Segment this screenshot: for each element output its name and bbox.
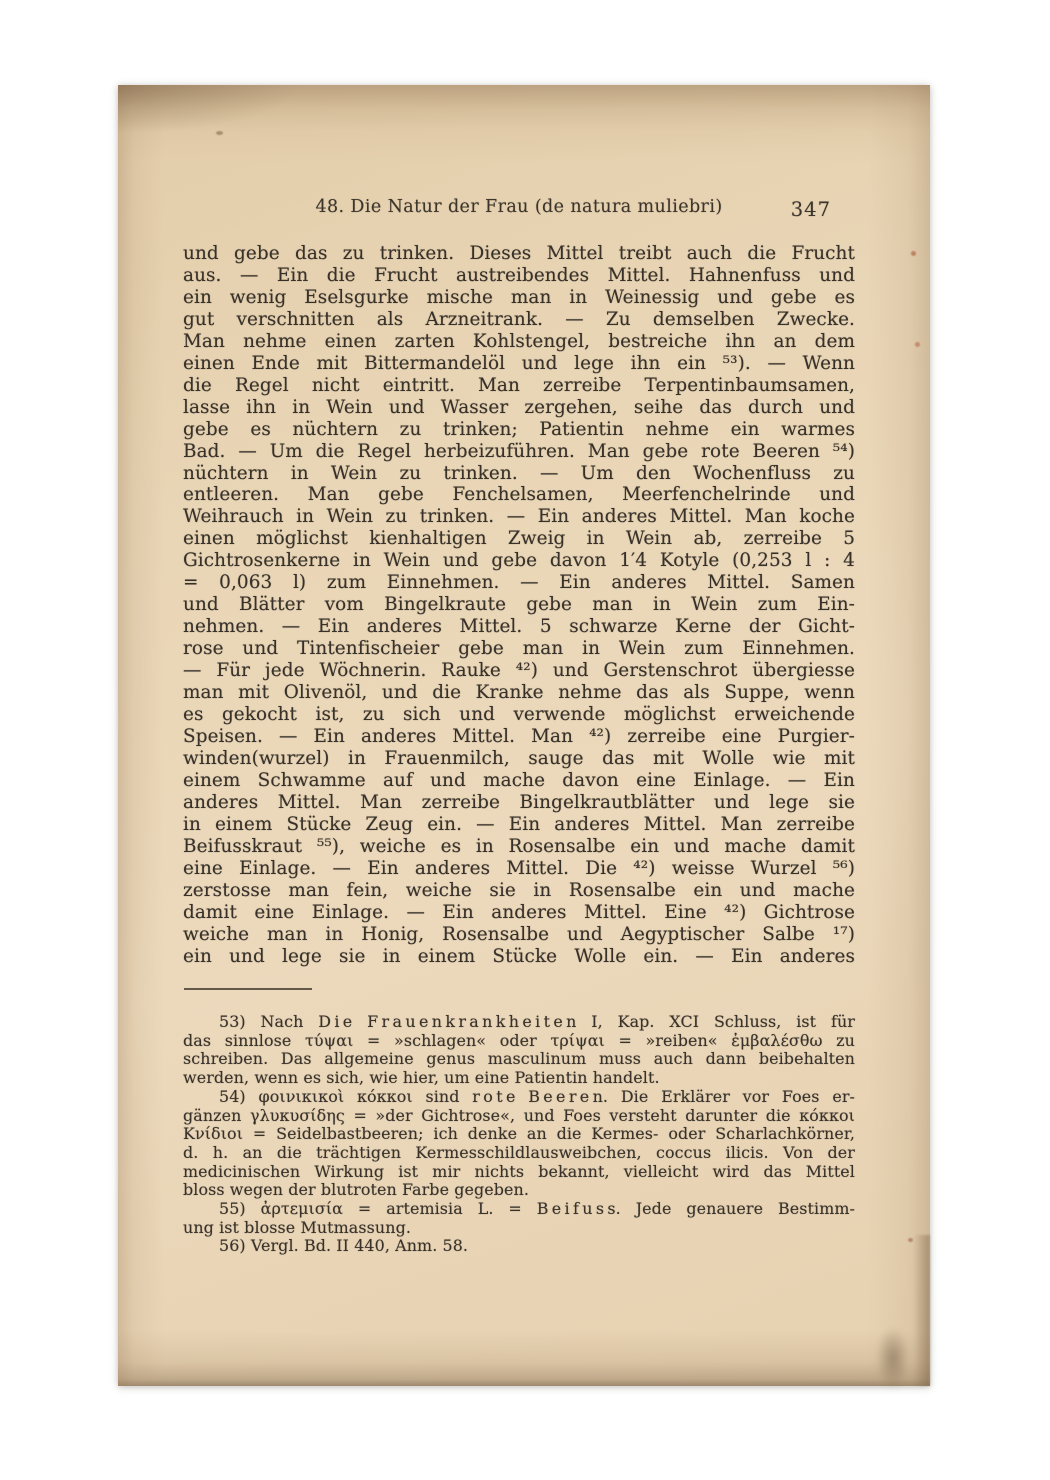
body-line: es gekocht ist, zu sich und verwende möglichst erweichende: [183, 704, 855, 726]
body-line: anderes Mittel. Man zerreibe Bingelkrautblätter und lege sie: [183, 791, 855, 813]
footnotes: [183, 1013, 855, 1256]
footnote-line: das sinnlose τύψαι = »schlagen« oder τρίψαι = »reiben« ἐμβαλέσθω zu: [183, 1030, 855, 1050]
footnote-line: 54) φοινικικοὶ κόκκοι sind r o t e B e e r e n. Die Erklärer vor Foes er-: [219, 1086, 855, 1106]
scan-artifact-speck: [216, 131, 223, 135]
scanned-page: [118, 85, 930, 1386]
body-line: entleeren. Man gebe Fenchelsamen, Meerfenchelrinde und: [183, 484, 855, 506]
footnote-line: 55) ἀρτεμισία = artemisia L. = B e i f u s s. Jede genauere Bestimm-: [219, 1199, 855, 1219]
footnote-line: gänzen γλυκυσίδης = »der Gichtrose«, und Foes versteht darunter die κόκκοι: [183, 1105, 855, 1125]
body-line: gebe es nüchtern zu trinken; Patientin nehme ein warmes: [183, 418, 855, 440]
page-number: 347: [790, 198, 831, 221]
body-line: in einem Stücke Zeug ein. — Ein anderes Mittel. Man zerreibe: [183, 813, 855, 835]
body-line: Gichtrosenkerne in Wein und gebe davon 1′4 Kotyle (0,253 l : 4: [183, 550, 855, 572]
running-header: [183, 197, 855, 221]
body-line: ein und lege sie in einem Stücke Wolle ein. — Ein anderes: [183, 945, 855, 967]
body-line: Man nehme einen zarten Kohlstengel, bestreiche ihn an dem: [183, 330, 855, 352]
scan-artifact-speck: [915, 342, 920, 347]
body-line: die Regel nicht eintritt. Man zerreibe Terpentinbaumsamen,: [183, 374, 855, 396]
body-line: gut verschnitten als Arzneitrank. — Zu demselben Zwecke.: [183, 308, 855, 330]
body-line: nehmen. — Ein anderes Mittel. 5 schwarze Kerne der Gicht-: [183, 616, 855, 638]
footnote-line: 56) Vergl. Bd. II 440, Anm. 58.: [219, 1236, 469, 1256]
scan-artifact-edge-shadow: [914, 1235, 930, 1386]
footnote-line: ung ist blosse Mutmassung.: [183, 1217, 411, 1237]
body-line: und gebe das zu trinken. Dieses Mittel treibt auch die Frucht: [183, 243, 855, 264]
chapter-title: 48. Die Natur der Frau (de natura muliebri): [315, 197, 723, 217]
body-line: — Für jede Wöchnerin. Rauke ⁴²) und Gerstenschrot übergiesse: [183, 660, 855, 682]
footnote-line: 53) Nach D i e F r a u e n k r a n k h e i t e n I, Kap. XCI Schluss, ist für: [219, 1012, 855, 1031]
body-line: rose und Tintenfischeier gebe man in Wein zum Einnehmen.: [183, 638, 855, 660]
body-line: eine Einlage. — Ein anderes Mittel. Die ⁴²) weisse Wurzel ⁵⁶): [183, 857, 855, 879]
body-line: nüchtern in Wein zu trinken. — Um den Wochenfluss zu: [183, 462, 855, 484]
body-line: einem Schwamme auf und mache davon eine Einlage. — Ein: [183, 769, 855, 791]
footnote-line: schreiben. Das allgemeine genus masculinum muss auch dann beibehalten: [183, 1049, 855, 1069]
scan-artifact-speck: [908, 1238, 913, 1242]
body-line: winden(wurzel) in Frauenmilch, sauge das mit Wolle wie mit: [183, 747, 855, 769]
body-line: aus. — Ein die Frucht austreibendes Mittel. Hahnenfuss und: [183, 264, 855, 286]
body-line: weiche man in Honig, Rosensalbe und Aegyptischer Salbe ¹⁷): [183, 923, 855, 945]
body-line: Weihrauch in Wein zu trinken. — Ein anderes Mittel. Man koche: [183, 506, 855, 528]
body-line: man mit Olivenöl, und die Kranke nehme das als Suppe, wenn: [183, 682, 855, 704]
body-line: damit eine Einlage. — Ein anderes Mittel. Eine ⁴²) Gichtrose: [183, 901, 855, 923]
footnote-line: medicinischen Wirkung ist mir nichts bekannt, vielleicht wird das Mittel: [183, 1161, 855, 1181]
body-line: ein wenig Eselsgurke mische man in Weinessig und gebe es: [183, 286, 855, 308]
body-line: und Blätter vom Bingelkraute gebe man in Wein zum Ein-: [183, 594, 855, 616]
body-line: einen Ende mit Bittermandelöl und lege ihn ein ⁵³). — Wenn: [183, 352, 855, 374]
scan-artifact-speck: [911, 251, 916, 256]
body-line: lasse ihn in Wein und Wasser zergehen, seihe das durch und: [183, 396, 855, 418]
body-line: = 0,063 l) zum Einnehmen. — Ein anderes Mittel. Samen: [183, 572, 855, 594]
scan-artifact-smudge: [870, 1315, 916, 1401]
body-line: einen möglichst kienhaltigen Zweig in Wein ab, zerreibe 5: [183, 528, 855, 550]
footnote-line: bloss wegen der blutroten Farbe gegeben.: [183, 1180, 530, 1200]
body-line: Speisen. — Ein anderes Mittel. Man ⁴²) zerreibe eine Purgier-: [183, 725, 855, 747]
footnote-separator: [184, 988, 312, 990]
body-line: Bad. — Um die Regel herbeizuführen. Man gebe rote Beeren ⁵⁴): [183, 440, 855, 462]
body-line: zerstosse man fein, weiche sie in Rosensalbe ein und mache: [183, 879, 855, 901]
body-line: Beifusskraut ⁵⁵), weiche es in Rosensalbe ein und mache damit: [183, 835, 855, 857]
body-text: [183, 243, 855, 967]
footnote-line: d. h. an die trächtigen Kermesschildlausweibchen, coccus ilicis. Von der: [183, 1142, 855, 1162]
footnote-line: Κνίδιοι = Seidelbastbeeren; ich denke an die Kermes- oder Scharlachkörner,: [183, 1124, 855, 1144]
footnote-line: werden, wenn es sich, wie hier, um eine Patientin handelt.: [183, 1068, 660, 1088]
